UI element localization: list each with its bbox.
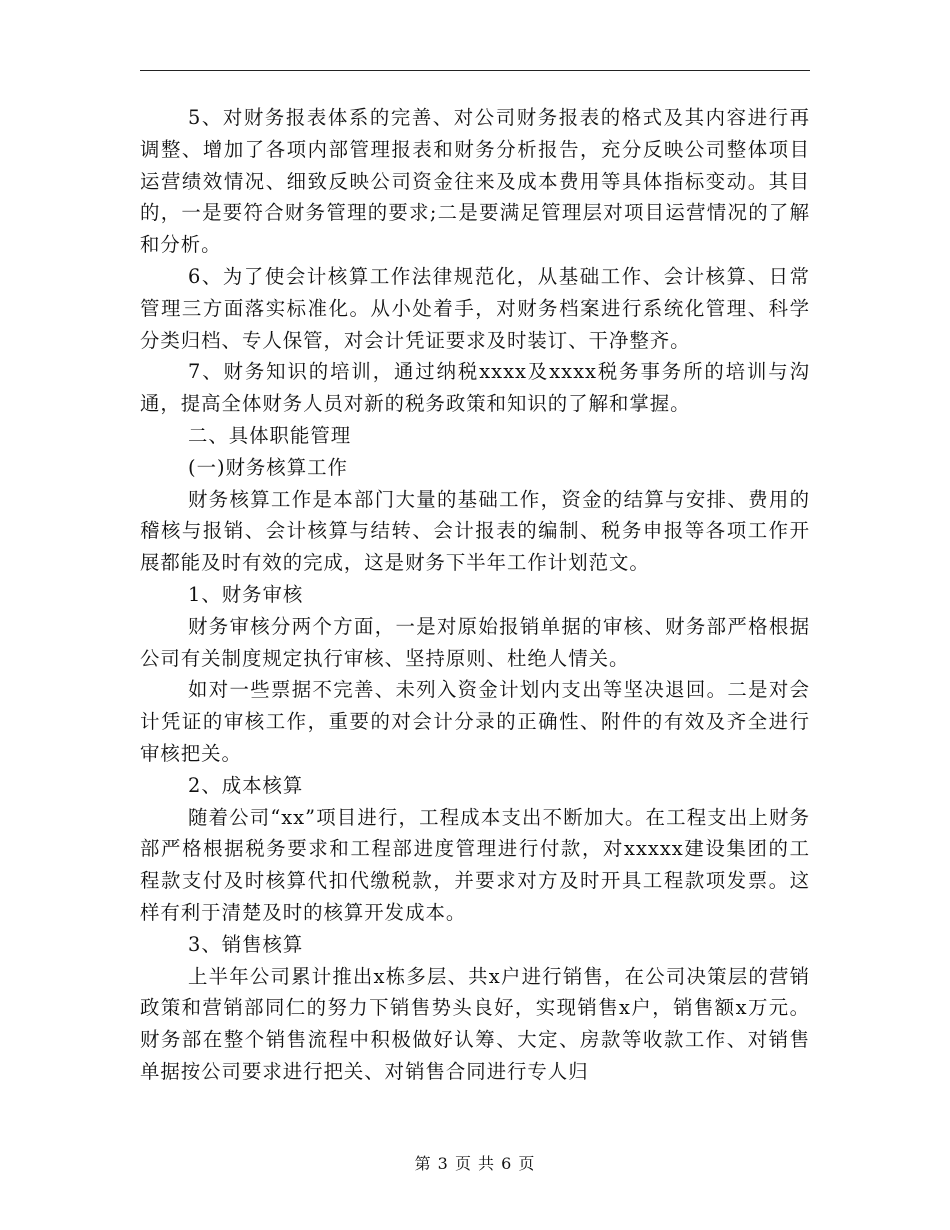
header-rule bbox=[140, 70, 810, 71]
heading-cost-accounting: 2、成本核算 bbox=[188, 773, 304, 797]
paragraph-item-6: 6、为了使会计核算工作法律规范化，从基础工作、会计核算、日常管理三方面落实标准化。从小处着手，对财务档案进行系统化管理、科学分类归档、专人保管，对会计凭证要求及时装订、干净整齐。 bbox=[140, 264, 810, 352]
page-number: 第 3 页 共 6 页 bbox=[414, 1154, 536, 1173]
paragraph-accounting-work: 财务核算工作是本部门大量的基础工作，资金的结算与安排、费用的稽核与报销、会计核算与结转、会计报表的编制、税务申报等各项工作开展都能及时有效的完成，这是财务下半年工作计划范文。 bbox=[140, 487, 810, 575]
document-body bbox=[140, 102, 810, 1088]
heading-sales-accounting: 3、销售核算 bbox=[188, 932, 304, 956]
subsection-heading: (一)财务核算工作 bbox=[188, 455, 348, 479]
paragraph-audit-1: 财务审核分两个方面，一是对原始报销单据的审核、财务部严格根据公司有关制度规定执行审核、坚持原则、杜绝人情关。 bbox=[140, 614, 810, 670]
paragraph-item-5: 5、对财务报表体系的完善、对公司财务报表的格式及其内容进行再调整、增加了各项内部管理报表和财务分析报告，充分反映公司整体项目运营绩效情况、细致反映公司资金往来及成本费用等具体指标变动。其目的，一是要符合财务管理的要求;二是要满足管理层对项目运营情况的了解和分析。 bbox=[140, 106, 810, 257]
paragraph-audit-2: 如对一些票据不完善、未列入资金计划内支出等坚决退回。二是对会计凭证的审核工作，重要的对会计分录的正确性、附件的有效及齐全进行审核把关。 bbox=[140, 678, 810, 765]
section-heading: 二、具体职能管理 bbox=[188, 423, 352, 447]
heading-financial-audit: 1、财务审核 bbox=[188, 582, 304, 606]
paragraph-sales-accounting: 上半年公司累计推出x栋多层、共x户进行销售，在公司决策层的营销政策和营销部同仁的努力下销售势头良好，实现销售x户，销售额x万元。财务部在整个销售流程中积极做好认筹、大定、房款等收款工作、对销售单据按公司要求进行把关、对销售合同进行专人归 bbox=[140, 964, 810, 1083]
paragraph-item-7: 7、财务知识的培训，通过纳税xxxx及xxxx税务事务所的培训与沟通，提高全体财务人员对新的税务政策和知识的了解和掌握。 bbox=[140, 360, 810, 416]
paragraph-cost-accounting: 随着公司“xx”项目进行，工程成本支出不断加大。在工程支出上财务部严格根据税务要求和工程部进度管理进行付款，对xxxxx建设集团的工程款支付及时核算代扣代缴税款，并要求对方及时开具工程款项发票。这样有利于清楚及时的核算开发成本。 bbox=[140, 805, 810, 924]
